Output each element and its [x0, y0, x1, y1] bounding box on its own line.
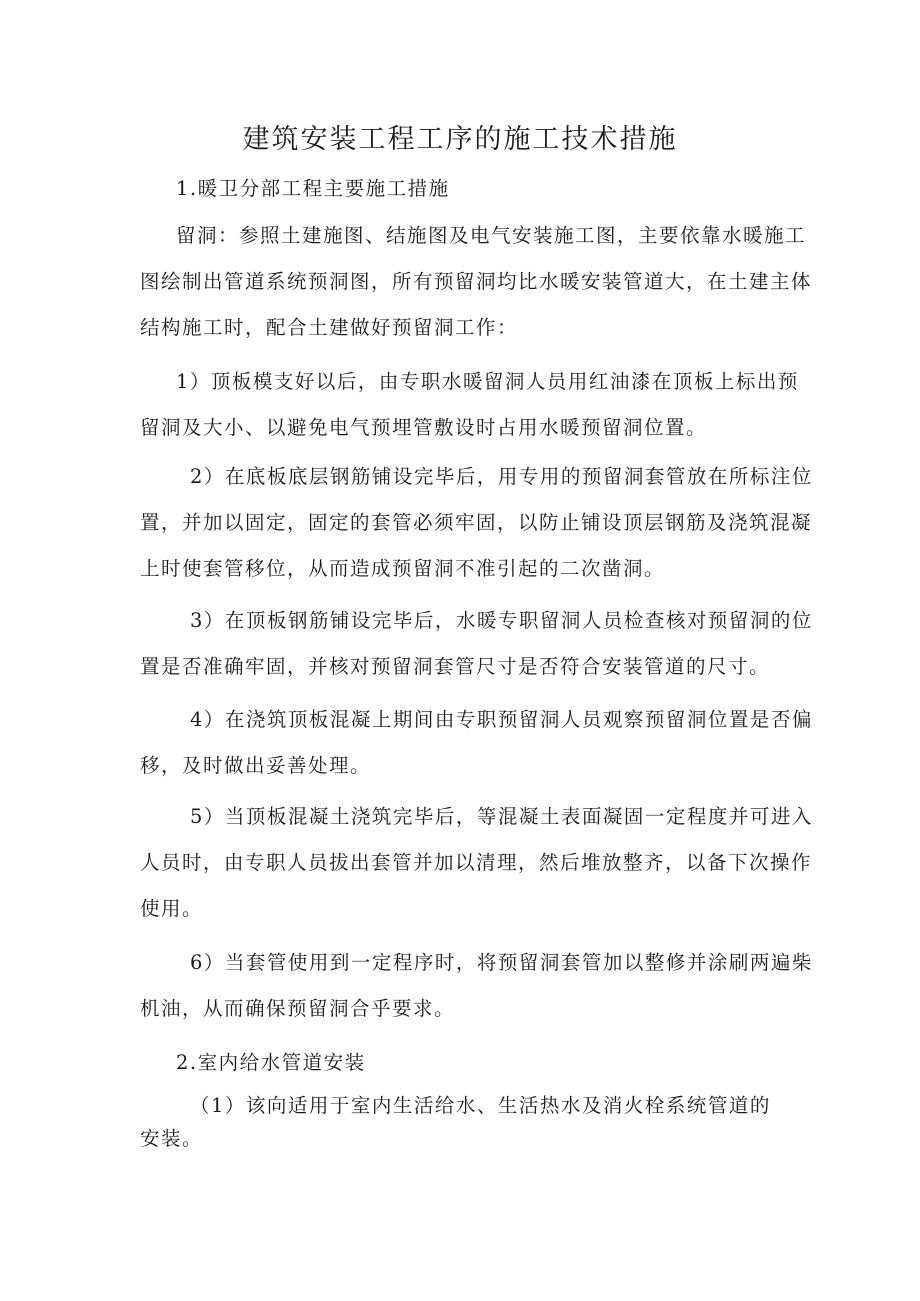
item-5-paragraph	[140, 794, 813, 932]
item-1-paragraph	[140, 359, 799, 451]
item-6-paragraph	[140, 940, 813, 1032]
section1-heading-text: 1.暖卫分部工程主要施工措施	[176, 177, 450, 200]
paragraph-line: 留洞及大小、以避免电气预埋管敷设时占用水暖预留洞位置。	[140, 416, 708, 439]
paragraph-line: 人员时，由专职人员拔出套管并加以清理，然后堆放整齐，以备下次操作	[140, 851, 813, 874]
item-2-paragraph	[140, 454, 813, 592]
paragraph-line: 移，及时做出妥善处理。	[140, 754, 372, 777]
section1-intro-paragraph	[140, 213, 812, 351]
section2-heading-text: 2.室内给水管道安装	[176, 1051, 366, 1074]
paragraph-line: 6）当套管使用到一定程序时，将预留洞套管加以整修并涂刷两遍柴	[190, 951, 813, 974]
item-4-paragraph	[140, 697, 813, 789]
item-3-paragraph	[140, 598, 813, 690]
paragraph-line: 5）当顶板混凝土浇筑完毕后，等混凝土表面凝固一定程度并可进入	[190, 805, 813, 828]
paragraph-line: 机油，从而确保预留洞合乎要求。	[140, 997, 456, 1020]
paragraph-line: 置，并加以固定，固定的套管必须牢固，以防止铺设顶层钢筋及浇筑混凝	[140, 511, 813, 534]
paragraph-line: 3）在顶板钢筋铺设完毕后，水暖专职留洞人员检查核对预留洞的位	[190, 609, 813, 632]
section1-heading	[176, 166, 450, 212]
paragraph-line: 结构施工时，配合土建做好预留洞工作：	[140, 316, 519, 339]
paragraph-line: 4）在浇筑顶板混凝上期间由专职预留洞人员观察预留洞位置是否偏	[190, 708, 813, 731]
paragraph-line: 留洞：参照土建施图、结施图及电气安装施工图，主要依靠水暖施工	[176, 224, 807, 247]
paragraph-line: 1）顶板模支好以后，由专职水暖留洞人员用红油漆在顶板上标出预	[176, 370, 799, 393]
document-title: 建筑安装工程工序的施工技术措施	[242, 124, 678, 155]
paragraph-line: 上时使套管移位，从而造成预留洞不准引起的二次凿洞。	[140, 557, 666, 580]
paragraph-line: 使用。	[140, 897, 204, 920]
section2-heading	[176, 1040, 366, 1086]
paragraph-line: 安装。	[140, 1127, 204, 1150]
paragraph-line: （1）该向适用于室内生活给水、生活热水及消火栓系统管道的	[190, 1094, 771, 1117]
paragraph-line: 置是否准确牢固，并核对预留洞套管尺寸是否符合安装管道的尺寸。	[140, 655, 771, 678]
paragraph-line: 图绘制出管道系统预洞图，所有预留洞均比水暖安装管道大，在土建主体	[140, 270, 813, 293]
section2-item-1-paragraph	[140, 1089, 771, 1155]
paragraph-line: 2）在底板底层钢筋铺设完毕后，用专用的预留洞套管放在所标注位	[190, 465, 813, 488]
